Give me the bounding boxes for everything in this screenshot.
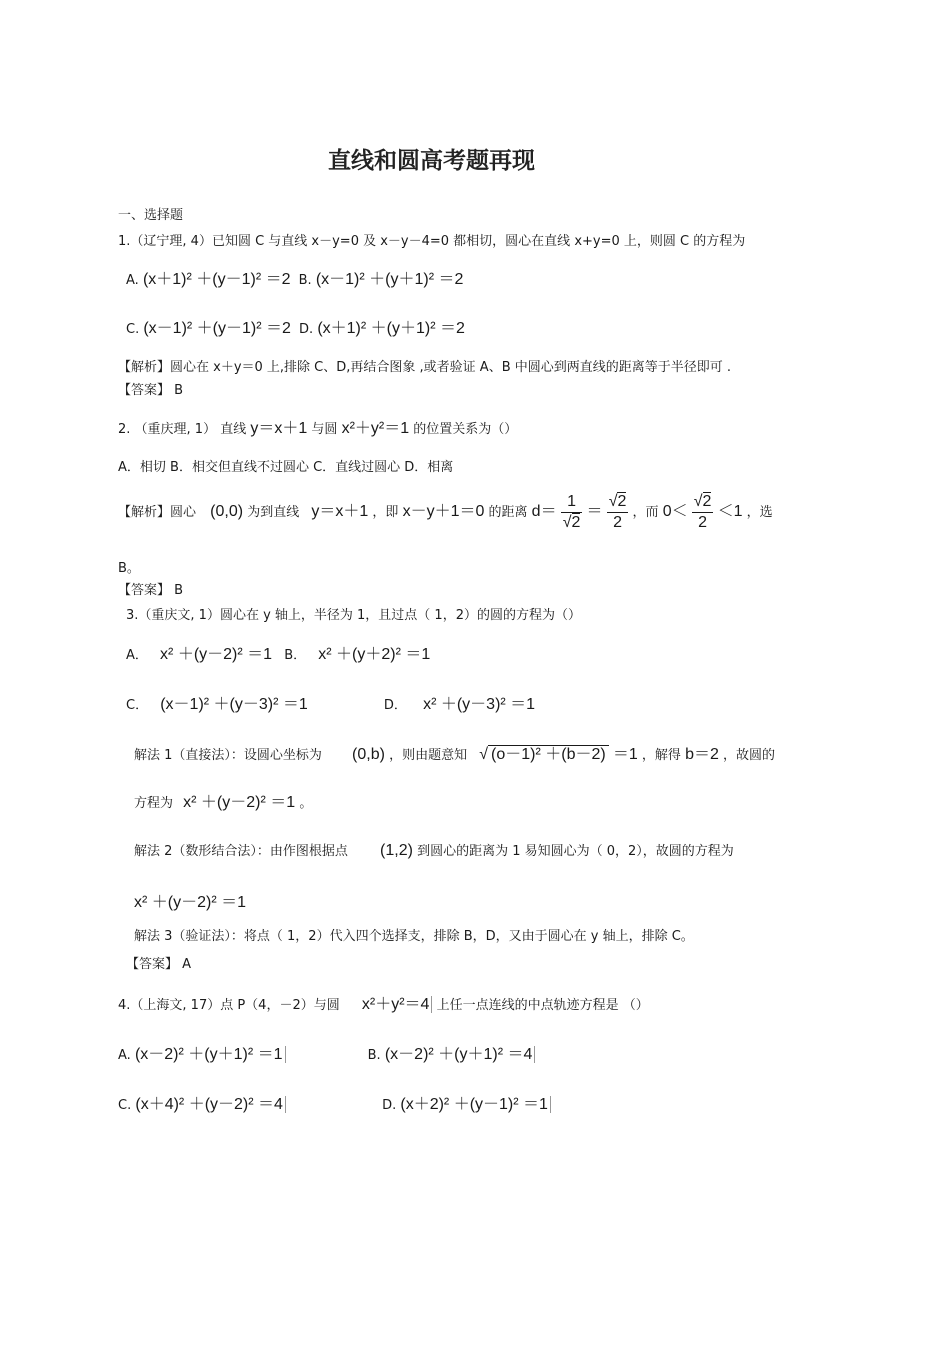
q3-method2-cont bbox=[134, 893, 246, 913]
q2-analysis bbox=[118, 492, 773, 533]
q4-circle-eq: x²＋y²＝4 bbox=[362, 996, 433, 1013]
section-heading: 一、选择题 bbox=[118, 208, 184, 223]
q3-options-row1 bbox=[126, 645, 430, 665]
q3-option-d: x² ＋(y－3)² ＝1 bbox=[423, 696, 536, 713]
q2-fraction-3: $\frac{√2}{2}$ bbox=[693, 493, 712, 531]
q2-fraction-2: $\frac{√2}{2}$ bbox=[608, 493, 627, 531]
q3-option-c: (x－1)² ＋(y－3)² ＝1 bbox=[160, 696, 308, 713]
q1-answer: 【答案】 B bbox=[118, 383, 184, 398]
q4-stem-prefix: 4.（上海文, 17）点 P（4，－2）与圆 bbox=[118, 998, 340, 1013]
q2-frac2-num: 2 bbox=[617, 493, 627, 510]
q2-center: (0,0) bbox=[210, 503, 244, 520]
q2-answer: 【答案】 B bbox=[118, 583, 184, 598]
q4-option-d-label: D. bbox=[382, 1098, 397, 1113]
q1-option-b: (x－1)² ＋(y＋1)² ＝2 bbox=[315, 271, 464, 288]
q2-options: A．相切 B．相交但直线不过圆心 C．直线过圆心 D．相离 bbox=[118, 460, 454, 475]
q2-eq: ＝ bbox=[586, 503, 603, 520]
q3-m1-eq: ＝1 bbox=[612, 746, 638, 763]
q1-stem: 1.（辽宁理, 4）已知圆 C 与直线 x－y=0 及 x－y－4=0 都相切，圆心在直线 x+y=0 上，则圆 C 的方程为 bbox=[118, 234, 746, 249]
q1-option-c: (x－1)² ＋(y－1)² ＝2 bbox=[143, 320, 291, 337]
q2-stem-prefix: 2. （重庆理, 1） 直线 bbox=[118, 422, 247, 437]
q3-m1-mid: ，则由题意知 bbox=[389, 748, 468, 763]
q3-m2-eq: x² ＋(y－2)² ＝1 bbox=[134, 894, 247, 911]
q3-m2-rest: 到圆心的距离为 1 易知圆心为（ 0，2），故圆的方程为 bbox=[417, 844, 734, 859]
q2-fraction-1: $\frac{1}{√2}$ bbox=[562, 493, 581, 531]
q4-stem bbox=[118, 995, 649, 1015]
q3-answer: 【答案】 A bbox=[126, 957, 192, 972]
q4-option-a-label: A. bbox=[118, 1048, 131, 1063]
q2-analysis-end: ，选 bbox=[746, 505, 773, 520]
q3-m1-cont-eq: x² ＋(y－2)² ＝1 bbox=[183, 794, 296, 811]
q3-m1-mid2: ，解得 bbox=[641, 748, 681, 763]
q2-frac3-den: 2 bbox=[698, 514, 708, 531]
q1-option-d: (x＋1)² ＋(y＋1)² ＝2 bbox=[317, 320, 465, 337]
q2-line-eq2: y＝x＋1 bbox=[311, 503, 369, 520]
q1-options-row2: C. (x－1)² ＋(y－1)² ＝2 D. (x＋1)² ＋(y＋1)² ＝2 bbox=[126, 320, 465, 337]
q2-frac1-den: 2 bbox=[571, 514, 581, 531]
q3-method2 bbox=[134, 841, 734, 861]
q3-m1-cont-end: 。 bbox=[299, 796, 313, 811]
q2-frac3-num: 2 bbox=[702, 493, 712, 510]
q3-m1-center: (0,b) bbox=[352, 746, 385, 763]
q3-option-b: x² ＋(y＋2)² ＝1 bbox=[318, 646, 431, 663]
q2-analysis-mid2: ，即 bbox=[372, 505, 399, 520]
q4-options-row2 bbox=[118, 1095, 551, 1115]
q3-m1-b: b＝2 bbox=[685, 746, 719, 763]
q2-analysis-mid4: ，而 bbox=[632, 505, 659, 520]
q4-option-b: (x－2)² ＋(y＋1)² ＝4 bbox=[385, 1046, 536, 1063]
q3-m1-cont-prefix: 方程为 bbox=[134, 796, 174, 811]
q3-stem: 3.（重庆文, 1）圆心在 y 轴上，半径为 1，且过点（ 1，2）的圆的方程为（） bbox=[126, 608, 581, 623]
q3-m2-prefix: 解法 2（数形结合法）：由作图根据点 bbox=[134, 844, 348, 859]
q2-line-eq3: x－y＋1＝0 bbox=[402, 503, 485, 520]
q4-option-d: (x＋2)² ＋(y－1)² ＝1 bbox=[400, 1096, 551, 1113]
q4-option-c: (x＋4)² ＋(y－2)² ＝4 bbox=[135, 1096, 286, 1113]
q2-analysis-mid3: 的距离 bbox=[488, 505, 528, 520]
q4-option-c-label: C. bbox=[118, 1098, 132, 1113]
q2-analysis-mid1: 为到直线 bbox=[247, 505, 300, 520]
q2-zero-lt: 0＜ bbox=[662, 503, 688, 520]
q2-circle-eq: x²＋y²＝1 bbox=[341, 420, 410, 437]
q2-frac2-den: 2 bbox=[613, 514, 622, 531]
q3-method3: 解法 3（验证法）：将点（ 1，2）代入四个选择支，排除 B，D，又由于圆心在 y 轴上，排除 C。 bbox=[134, 929, 694, 944]
q3-option-b-label: B． bbox=[284, 648, 307, 663]
q1-option-a: (x＋1)² ＋(y－1)² ＝2 bbox=[142, 271, 291, 288]
q4-options-row1 bbox=[118, 1045, 535, 1065]
q3-m1-prefix: 解法 1（直接法）：设圆心坐标为 bbox=[134, 748, 322, 763]
q3-method1: 解法 1（直接法）：设圆心坐标为 (0,b) ，则由题意知 √ (o－1)² ＋(b－2) ＝1 ，解得 b＝2 ，故圆的 bbox=[134, 746, 776, 763]
q2-stem bbox=[118, 419, 517, 439]
q2-stem-mid: 与圆 bbox=[311, 422, 338, 437]
q2-analysis-cont: B。 bbox=[118, 561, 140, 576]
q3-option-c-label: C． bbox=[126, 698, 149, 713]
q4-stem-suffix: 上任一点连线的中点轨迹方程是 （） bbox=[436, 998, 649, 1013]
q1-analysis: 【解析】圆心在 x＋y＝0 上,排除 C、D,再结合图象 ,或者验证 A、B 中圆心到两直线的距离等于半径即可 . bbox=[118, 360, 732, 375]
q3-method1-cont bbox=[134, 793, 312, 813]
q2-analysis-prefix: 【解析】圆心 bbox=[118, 505, 197, 520]
q3-m1-end: ，故圆的 bbox=[723, 748, 776, 763]
q3-m1-sqrt: (o－1)² ＋(b－2) bbox=[488, 745, 609, 763]
q2-line-eq: y＝x＋1 bbox=[250, 420, 308, 437]
q2-lt-one: ＜1 bbox=[717, 503, 743, 520]
q3-m2-point: (1,2) bbox=[380, 842, 413, 859]
q4-option-b-label: B. bbox=[367, 1048, 381, 1063]
q2-stem-suffix: 的位置关系为（） bbox=[413, 422, 518, 437]
q1-options-row1: A. (x＋1)² ＋(y－1)² ＝2 B. (x－1)² ＋(y＋1)² ＝2 bbox=[126, 271, 464, 288]
page-title: 直线和圆高考题再现 bbox=[328, 147, 535, 174]
q3-option-a-label: A． bbox=[126, 648, 148, 663]
q3-option-d-label: D． bbox=[383, 698, 407, 713]
q3-options-row2 bbox=[126, 695, 535, 715]
q2-frac1-num: 1 bbox=[561, 492, 583, 513]
q2-d-lhs: d＝ bbox=[531, 503, 557, 520]
q3-option-a: x² ＋(y－2)² ＝1 bbox=[160, 646, 273, 663]
q4-option-a: (x－2)² ＋(y＋1)² ＝1 bbox=[135, 1046, 286, 1063]
